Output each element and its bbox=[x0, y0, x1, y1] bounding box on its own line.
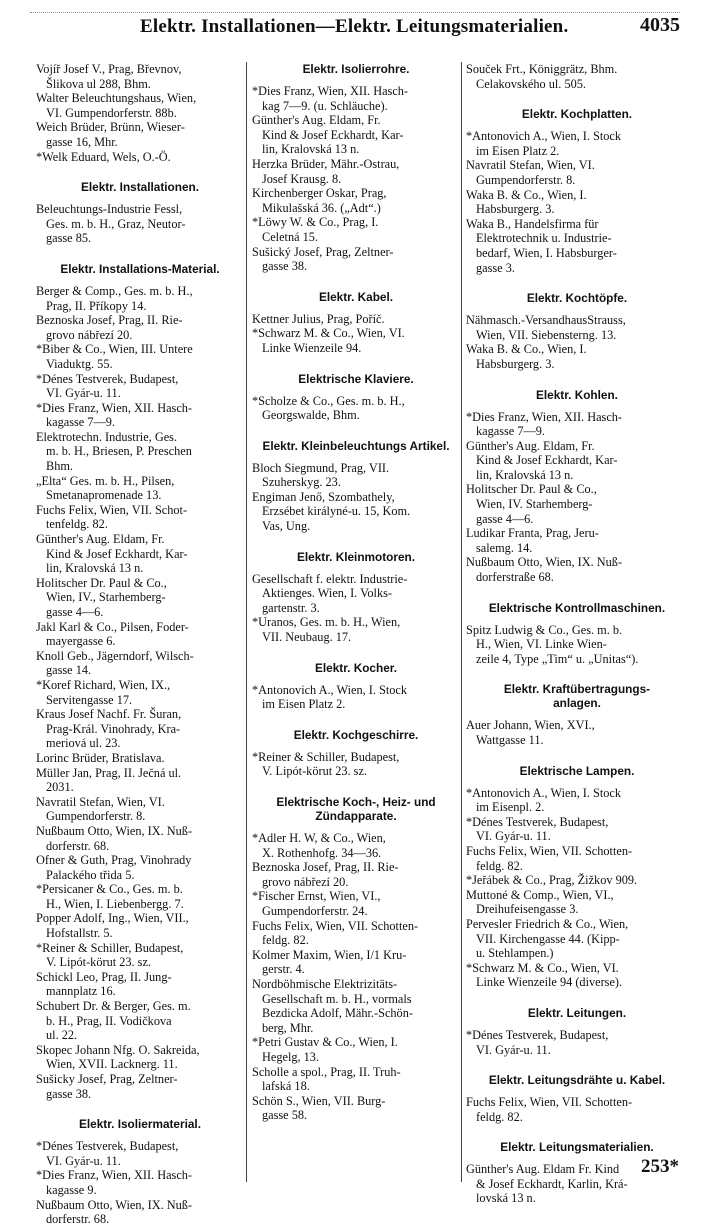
directory-entry: *Reiner & Schiller, Budapest, V. Lipót-körut 23. sz. bbox=[36, 940, 184, 970]
directory-entry: Souček Frt., Königgrätz, Bhm. Celakovského ul. 505. bbox=[466, 62, 618, 91]
directory-entry: Nußbaum Otto, Wien, IX. Nuß- dorferstraße 68. bbox=[466, 555, 623, 585]
directory-entry: Pervesler Friedrich & Co., Wien, VII. Kirchengasse 44. (Kipp- u. Stehlampen.) bbox=[466, 916, 629, 961]
directory-entry: Nußbaum Otto, Wien, IX. Nuß- dorferstr. 68. bbox=[36, 823, 193, 853]
directory-column-3 bbox=[466, 62, 688, 1206]
directory-entry: *Jeřábek & Co., Prag, Žižkov 909. bbox=[466, 873, 638, 888]
directory-entry: Kolmer Maxim, Wien, I/1 Kru- gerstr. 4. bbox=[252, 947, 407, 977]
directory-entry: Holitscher Dr. Paul & Co., Wien, IV. Starhemberg- gasse 4—6. bbox=[466, 482, 597, 526]
directory-entry: Fuchs Felix, Wien, VII. Schotten- feldg. 82. bbox=[466, 843, 633, 873]
directory-entry: „Elta“ Ges. m. b. H., Pilsen, Smetanapromenade 13. bbox=[36, 473, 175, 503]
section-heading: Elektr. Kraftübertragungs- anlagen. bbox=[503, 682, 651, 711]
directory-entry: *Koref Richard, Wien, IX., Servitengasse 17. bbox=[36, 677, 171, 707]
header-rule bbox=[30, 12, 680, 13]
directory-entry: Sušicky Josef, Prag, Zeltner- gasse 38. bbox=[36, 1072, 178, 1101]
directory-entry: Skopec Johann Nfg. O. Sakreida, Wien, XVII. Lacknerg. 11. bbox=[36, 1042, 200, 1072]
directory-entry: *Dénes Testverek, Budapest, VI. Gyár-u. 11. bbox=[36, 1139, 179, 1168]
directory-entry: Schubert Dr. & Berger, Ges. m. b. H., Prag, II. Vodičkova ul. 22. bbox=[36, 999, 191, 1043]
directory-entry: Ofner & Guth, Prag, Vinohrady Palackého třida 5. bbox=[36, 853, 192, 882]
directory-entry: Nähmasch.-VersandhausStrauss, Wien, VII. Siebensterng. 13. bbox=[466, 313, 626, 342]
directory-entry: *Dies Franz, Wien, XII. Hasch- kagasse 7—9. bbox=[466, 409, 623, 439]
directory-entry: *Schwarz M. & Co., Wien, VI. Linke Wienzeile 94. bbox=[252, 326, 405, 355]
directory-entry: *Dénes Testverek, Budapest, VI. Gyár-u. 11. bbox=[466, 1027, 609, 1057]
section-heading: Elektr. Leitungsmaterialien. bbox=[500, 1140, 654, 1155]
directory-entry: Spitz Ludwig & Co., Ges. m. b. H., Wien, VI. Linke Wien- zeile 4, Type „Tim“ u. „Unitas“). bbox=[466, 622, 639, 666]
directory-entry: Scholle a spol., Prag, II. Truh- lafská 18. bbox=[252, 1064, 401, 1094]
directory-entry: Günther's Aug. Eldam Fr. Kind & Josef Eckhardt, Karlin, Krá- lovská 13 n. bbox=[466, 1162, 628, 1206]
directory-entry: Waka B. & Co., Wien, I. Habsburgerg. 3. bbox=[466, 187, 587, 217]
directory-entry: Kettner Julius, Prag, Poříč. bbox=[252, 311, 385, 326]
directory-entry: *Schwarz M. & Co., Wien, VI. Linke Wienzeile 94 (diverse). bbox=[466, 960, 623, 990]
directory-entry: *Löwy W. & Co., Prag, I. Celetná 15. bbox=[252, 215, 379, 244]
section-heading: Elektr. Kochplatten. bbox=[521, 107, 633, 122]
directory-entry: *Petri Gustav & Co., Wien, I. Hegelg, 13. bbox=[252, 1035, 398, 1064]
directory-entry: Sušický Josef, Prag, Zeltner- gasse 38. bbox=[252, 244, 394, 274]
directory-entry: Waka B., Handelsfirma für Elektrotechnik u. Industrie- bedarf, Wien, I. Habsburger- gasse 3. bbox=[466, 216, 617, 275]
section-heading: Elektr. Kleinmotoren. bbox=[297, 549, 415, 564]
page-title: Elektr. Installationen—Elektr. Leitungsmaterialien. bbox=[140, 16, 569, 37]
directory-entry: Holitscher Dr. Paul & Co., Wien, IV., Starhemberg- gasse 4—6. bbox=[36, 575, 167, 619]
section-heading: Elektrische Kontrollmaschinen. bbox=[488, 600, 666, 615]
directory-entry: *Scholze & Co., Ges. m. b. H., Georgswalde, Bhm. bbox=[252, 393, 405, 423]
directory-column-2 bbox=[252, 62, 460, 1123]
directory-entry: *Reiner & Schiller, Budapest, V. Lipót-körut 23. sz. bbox=[252, 749, 400, 779]
directory-entry: *Dénes Testverek, Budapest, VI. Gyár-u. 11. bbox=[466, 814, 609, 844]
directory-entry: Herzka Brüder, Mähr.-Ostrau, Josef Krausg. 8. bbox=[252, 156, 400, 186]
directory-entry: Navratil Stefan, Wien, VI. Gumpendorferstr. 8. bbox=[36, 794, 165, 824]
directory-entry: Popper Adolf, Ing., Wien, VII., Hofstallstr. 5. bbox=[36, 911, 189, 941]
directory-entry: Fuchs Felix, Wien, VII. Schotten- feldg. 82. bbox=[466, 1095, 633, 1124]
section-heading: Elektrische Koch-, Heiz- und Zündapparate. bbox=[276, 795, 436, 823]
directory-entry: Günther's Aug. Eldam, Fr. Kind & Josef Eckhardt, Kar- lin, Kralovská 13 n. bbox=[466, 438, 618, 482]
directory-entry: Waka B. & Co., Wien, I. Habsburgerg. 3. bbox=[466, 342, 587, 371]
directory-entry: Engiman Jenő, Szombathely, Erzsébet királyné-u. 15, Kom. Vas, Ung. bbox=[252, 489, 411, 534]
directory-entry: Elektrotechn. Industrie, Ges. m. b. H., Briesen, P. Preschen Bhm. bbox=[36, 429, 192, 474]
directory-entry: Beznoska Josef, Prag, II. Rie- grovo nábřezí 20. bbox=[252, 860, 399, 889]
directory-entry: Beleuchtungs-Industrie Fessl, Ges. m. b. H., Graz, Neutor- gasse 85. bbox=[36, 202, 186, 246]
directory-entry: Walter Beleuchtungshaus, Wien, VI. Gumpendorferstr. 88b. bbox=[36, 91, 197, 120]
directory-entry: Schön S., Wien, VII. Burg- gasse 58. bbox=[252, 1093, 386, 1123]
section-heading: Elektr. Kohlen. bbox=[536, 387, 618, 402]
directory-entry: Berger & Comp., Ges. m. b. H., Prag, II. Příkopy 14. bbox=[36, 283, 193, 313]
directory-entry: Gesellschaft f. elektr. Industrie- Aktienges. Wien, I. Volks- gartenstr. 3. bbox=[252, 571, 408, 615]
directory-entry: *Dies Franz, Wien, XII. Hasch- kag 7—9. (u. Schläuche). bbox=[252, 84, 409, 113]
directory-entry: *Persicaner & Co., Ges. m. b. H., Wien, I. Liebenbergg. 7. bbox=[36, 882, 184, 911]
directory-entry: Schickl Leo, Prag, II. Jung- mannplatz 16. bbox=[36, 969, 172, 999]
directory-entry: Günther's Aug. Eldam, Fr. Kind & Josef Eckhardt, Kar- lin, Kralovská 13 n. bbox=[252, 113, 404, 157]
section-heading: Elektrische Klaviere. bbox=[298, 371, 414, 386]
section-heading: Elektr. Installationen. bbox=[80, 180, 199, 195]
directory-entry: Ludikar Franta, Prag, Jeru- salemg. 14. bbox=[466, 526, 599, 555]
directory-entry: Kraus Josef Nachf. Fr. Šuran, Prag-Král. Vinohrady, Kra- meriová ul. 23. bbox=[36, 707, 182, 751]
section-heading: Elektr. Kocher. bbox=[315, 660, 397, 675]
section-heading: Elektrische Lampen. bbox=[519, 763, 635, 778]
directory-entry: Müller Jan, Prag, II. Ječná ul. 2031. bbox=[36, 765, 182, 795]
column-divider bbox=[246, 62, 247, 1182]
page-number: 4035 bbox=[640, 14, 680, 36]
directory-entry: Weich Brüder, Brünn, Wieser- gasse 16, Mhr. bbox=[36, 120, 185, 149]
section-heading: Elektr. Leitungsdrähte u. Kabel. bbox=[488, 1073, 666, 1088]
directory-entry: *Welk Eduard, Wels, O.-Ö. bbox=[36, 149, 171, 164]
directory-entry: *Antonovich A., Wien, I. Stock im Eisenpl. 2. bbox=[466, 785, 622, 815]
section-heading: Elektr. Installations-Material. bbox=[60, 261, 220, 276]
directory-entry: *Dénes Testverek, Budapest, VI. Gyár-u. 11. bbox=[36, 371, 179, 401]
directory-entry: *Dies Franz, Wien, XII. Hasch- kagasse 7—9. bbox=[36, 400, 193, 430]
directory-entry: Vojíř Josef V., Prag, Břevnov, Šlikova ul 288, Bhm. bbox=[36, 62, 182, 91]
directory-entry: Jakl Karl & Co., Pilsen, Foder- mayergasse 6. bbox=[36, 619, 189, 649]
directory-entry: Navratil Stefan, Wien, VI. Gumpendorferstr. 8. bbox=[466, 158, 595, 187]
directory-entry: Auer Johann, Wien, XVI., Wattgasse 11. bbox=[466, 718, 595, 747]
section-heading: Elektr. Leitungen. bbox=[527, 1005, 627, 1020]
directory-entry: Kirchenberger Oskar, Prag, Mikulašská 36. („Adt“.) bbox=[252, 186, 387, 215]
directory-entry: *Adler H. W, & Co., Wien, X. Rothenhofg. 34—36. bbox=[252, 831, 386, 860]
directory-column-1 bbox=[36, 62, 244, 1227]
directory-entry: Nußbaum Otto, Wien, IX. Nuß- dorferstr. 68. bbox=[36, 1197, 193, 1227]
section-heading: Elektr. Kochtöpfe. bbox=[526, 291, 628, 306]
directory-entry: *Dies Franz, Wien, XII. Hasch- kagasse 9. bbox=[36, 1168, 193, 1197]
directory-entry: Knoll Geb., Jägerndorf, Wilsch- gasse 14. bbox=[36, 648, 194, 678]
directory-entry: Muttoné & Comp., Wien, VI., Dreihufeisengasse 3. bbox=[466, 887, 614, 917]
section-heading: Elektr. Isoliermaterial. bbox=[79, 1117, 201, 1132]
directory-entry: *Biber & Co., Wien, III. Untere Viaduktg. 55. bbox=[36, 342, 193, 371]
section-heading: Elektr. Kochgeschirre. bbox=[293, 727, 419, 742]
directory-entry: *Antonovich A., Wien, I. Stock im Eisen Platz 2. bbox=[252, 682, 408, 712]
directory-entry: Nordböhmische Elektrizitäts- Gesellschaft m. b. H., vormals Bezdicka Adolf, Mähr.-Schön- berg, Mhr. bbox=[252, 976, 413, 1035]
directory-entry: Beznoska Josef, Prag, II. Rie- grovo nábřezí 20. bbox=[36, 313, 183, 342]
page-header bbox=[30, 12, 680, 42]
directory-entry: Bloch Siegmund, Prag, VII. Szuherskyg. 23. bbox=[252, 460, 390, 490]
section-heading: Elektr. Kleinbeleuchtungs Artikel. bbox=[262, 438, 450, 453]
directory-entry: *Fischer Ernst, Wien, VI., Gumpendorferstr. 24. bbox=[252, 889, 381, 918]
directory-entry: *Uranos, Ges. m. b. H., Wien, VII. Neubaug. 17. bbox=[252, 615, 401, 645]
directory-entry: Fuchs Felix, Wien, VII. Schotten- feldg. 82. bbox=[252, 918, 419, 948]
directory-entry: Günther's Aug. Eldam, Fr. Kind & Josef Eckhardt, Kar- lin, Kralovská 13 n. bbox=[36, 532, 188, 576]
column-divider bbox=[461, 62, 462, 1182]
section-heading: Elektr. Isolierrohre. bbox=[302, 62, 410, 76]
sheet-number: 253* bbox=[641, 1156, 679, 1177]
directory-entry: Fuchs Felix, Wien, VII. Schot- tenfeldg. 82. bbox=[36, 502, 188, 532]
directory-entry: *Antonovich A., Wien, I. Stock im Eisen Platz 2. bbox=[466, 129, 622, 158]
section-heading: Elektr. Kabel. bbox=[318, 289, 394, 304]
directory-entry: Lorinc Brüder, Bratislava. bbox=[36, 750, 165, 765]
